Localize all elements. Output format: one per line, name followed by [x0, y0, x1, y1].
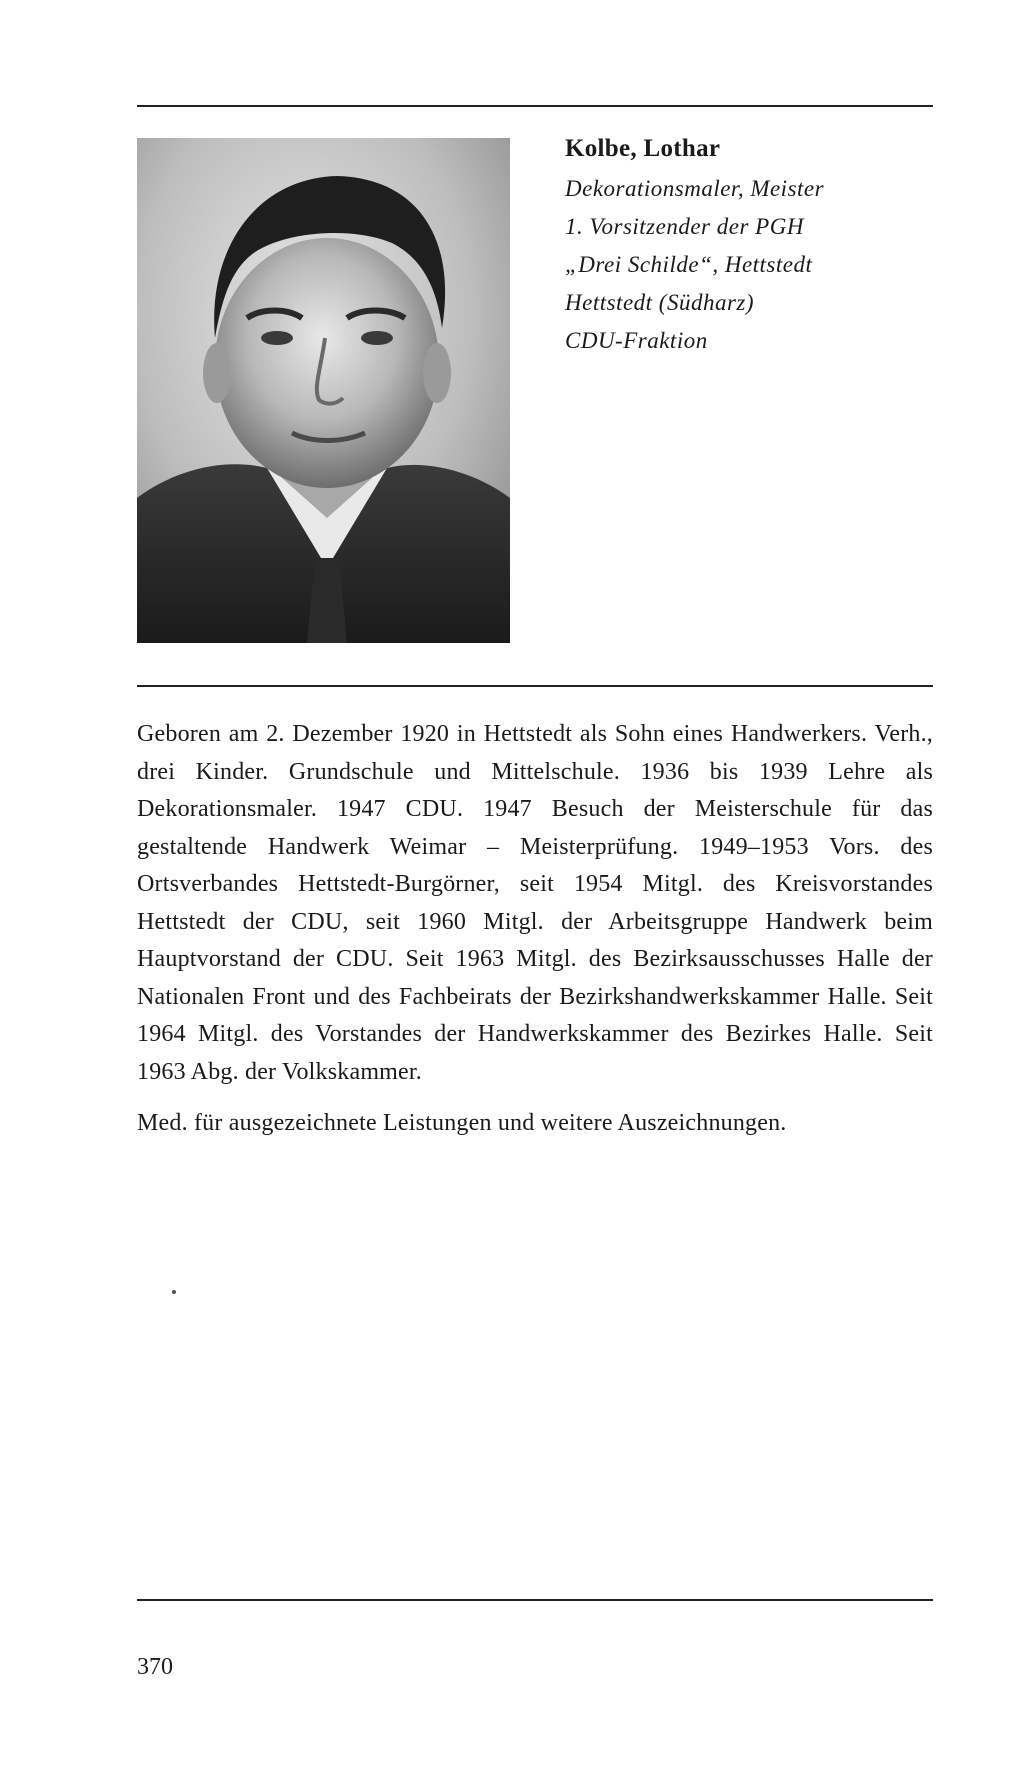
middle-rule — [137, 685, 933, 687]
person-name: Kolbe, Lothar — [565, 135, 721, 162]
portrait-photo — [137, 138, 510, 643]
biography-text: Geboren am 2. Dezember 1920 in Hettstedt als Sohn eines Handwerkers. Verh., drei Kinder. Grundschule und Mittelschule. 1936 bis 1939 Lehre als Dekorationsmaler. 1947 CDU. 1947 Besuch der Meisterschule für das gestaltende Handwerk Weimar – Meisterprüfung. 1949–1953 Vors. des Ortsverbandes Hettstedt-Burgörner, seit 1954 Mitgl. des Kreisvorstandes Hettstedt der CDU, seit 1960 Mitgl. der Arbeitsgruppe Handwerk beim Hauptvorstand der CDU. Seit 1963 Mitgl. des Bezirksausschusses Halle der Nationalen Front und des Fachbeirats der Bezirkshandwerkskammer Halle. Seit 1964 Mitgl. des Vorstandes der Handwerkskammer des Bezirkes Halle. Seit 1963 Abg. der Volkskammer. — [137, 721, 933, 1085]
bottom-rule — [137, 1599, 933, 1601]
constituency: Hettstedt (Südharz) — [565, 290, 755, 315]
page-number: 370 — [137, 1654, 173, 1680]
position: 1. Vorsitzender der PGH — [565, 214, 804, 239]
top-rule — [137, 105, 933, 107]
organization: „Drei Schilde“, Hettstedt — [565, 252, 813, 277]
awards-text: Med. für ausgezeichnete Leistungen und weitere Auszeichnungen. — [137, 1110, 787, 1136]
faction: CDU-Fraktion — [565, 328, 708, 353]
print-speck — [172, 1290, 176, 1294]
occupation: Dekorationsmaler, Meister — [565, 176, 825, 201]
person-header — [565, 130, 935, 360]
